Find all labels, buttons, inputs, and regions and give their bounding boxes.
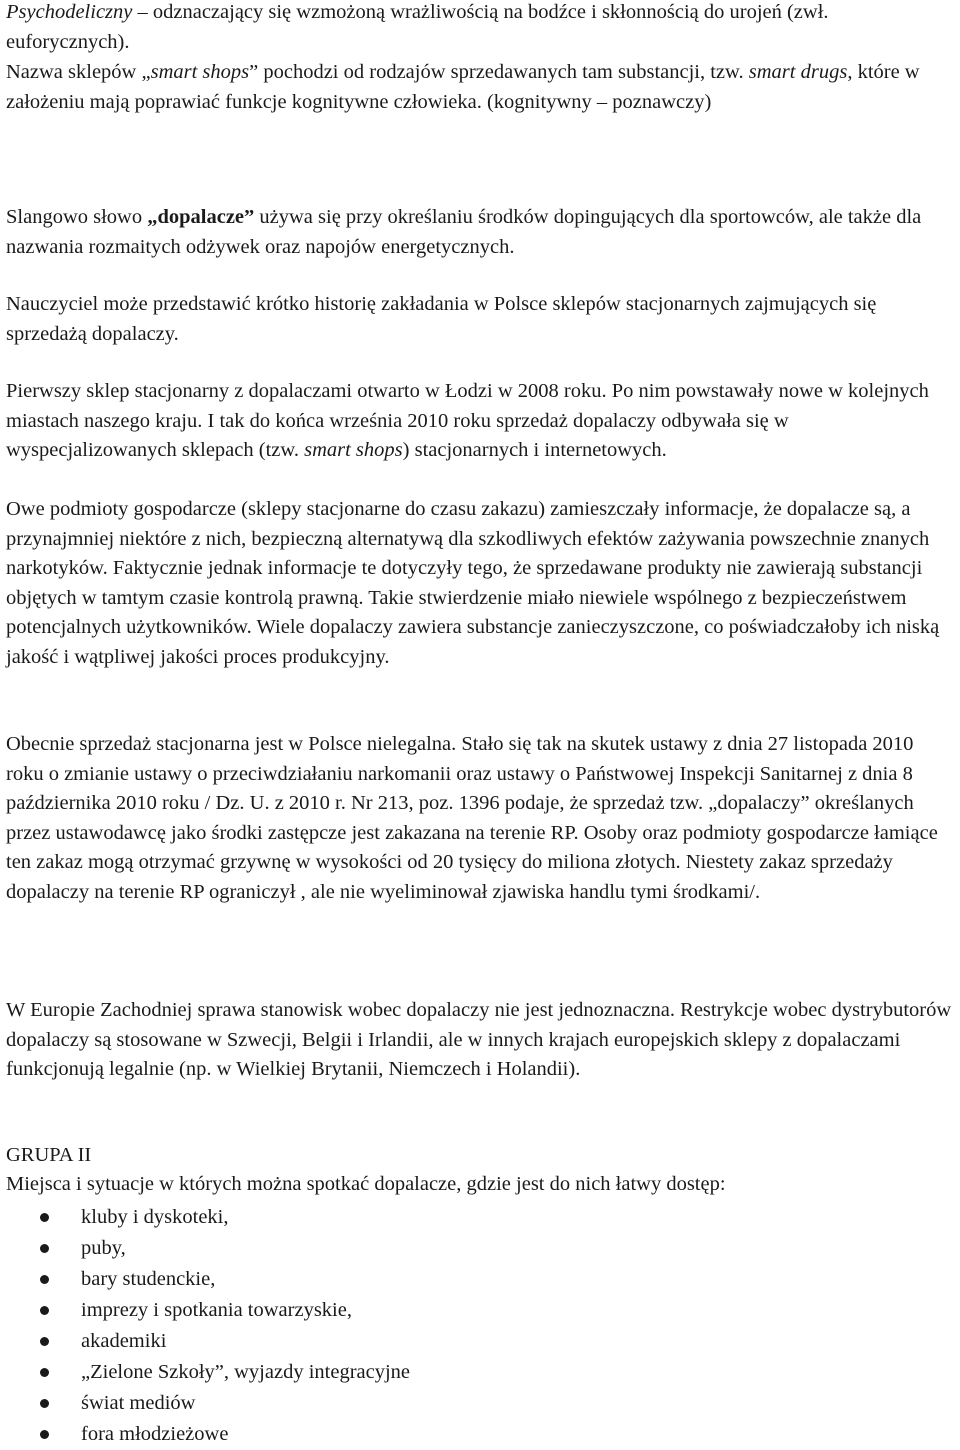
bullet-icon (40, 1430, 49, 1439)
bullet-icon (40, 1213, 49, 1222)
paragraph-dopalacze-slang (6, 203, 952, 262)
paragraph-legal-status: Obecnie sprzedaż stacjonarna jest w Polsce nielegalna. Stało się tak na skutek ustawy z dnia 27 listopada 2010 roku o zmianie ustawy o przeciwdziałaniu narkomanii oraz ustawy o Państwowej Inspekcji Sanitarnej z dnia 8 października 2010 roku / Dz. U. z 2010 r. Nr 213, poz. 1396 podaje, że sprzedaż tzw. „dopalaczy” określanych przez ustawodawcę jako środki zastępcze jest zakazana na terenie RP. Osoby oraz podmioty gospodarcze łamiące ten zakaz mogą otrzymać grzywnę w wysokości od 20 tysięcy do miliona złotych. Niestety zakaz sprzedaży dopalaczy na terenie RP ograniczył , ale nie wyeliminował zjawiska handlu tymi środkami/. (6, 733, 938, 903)
text-fragment: używa się przy określaniu środków dopingujących dla sportowców, ale także dla nazwania rozmaitych odżywek oraz napojów energetycznych. (6, 206, 922, 258)
paragraph-definition (6, 0, 952, 57)
term-psychodeliczny: Psychodeliczny (6, 1, 133, 23)
term-smart-drugs: smart drugs (748, 61, 848, 83)
list-item (0, 1388, 410, 1419)
term-smart-shops: smart shops (150, 61, 250, 83)
list-intro: Miejsca i sytuacje w których można spotkać dopalacze, gdzie jest do nich łatwy dostęp: (6, 1173, 726, 1195)
list-item (0, 1233, 410, 1264)
list-item-text: imprezy i spotkania towarzyskie, (81, 1299, 352, 1321)
places-list (0, 1202, 410, 1450)
list-item (0, 1202, 410, 1233)
text-fragment: Pierwszy sklep stacjonarny z dopalaczami otwarto w Łodzi w 2008 roku. Po nim powstawały nowe w kolejnych miastach naszego kraju. I tak do końca września 2010 roku sprzedaż dopalaczy odbywała się w wyspecjalizowanych sklepach (tzw. (6, 380, 929, 461)
list-item (0, 1295, 410, 1326)
list-item-text: fora młodzieżowe (81, 1423, 229, 1445)
bullet-icon (40, 1399, 49, 1408)
list-item-text: kluby i dyskoteki, (81, 1206, 229, 1228)
term-smart-shops: smart shops (304, 439, 403, 461)
bullet-icon (40, 1337, 49, 1346)
paragraph-safety-claims: Owe podmioty gospodarcze (sklepy stacjonarne do czasu zakazu) zamieszczały informacje, że dopalacze są, a przynajmniej niektóre z nich, bezpieczną alternatywą dla szkodliwych efektów zażywania powszechnie znanych narkotyków. Faktycznie jednak informacje te dotyczyły tego, że sprzedawane produkty nie zawierają substancji objętych w tamtym czasie kontrolą prawną. Takie stwierdzenie miało niewiele wspólnego z bezpieczeństwem potencjalnych użytkowników. Wiele dopalaczy zawiera substancje zanieczyszczone, co poświadczałoby ich niską jakość i wątpliwej jakości proces produkcyjny. (6, 498, 940, 668)
list-item-text: „Zielone Szkoły”, wyjazdy integracyjne (81, 1361, 411, 1383)
paragraph-teacher-note: Nauczyciel może przedstawić krótko historię zakładania w Polsce sklepów stacjonarnych zajmujących się sprzedażą dopalaczy. (6, 293, 877, 345)
bullet-icon (40, 1244, 49, 1253)
list-item-text: akademiki (81, 1330, 167, 1352)
text-fragment: Slangowo słowo (6, 206, 148, 228)
bullet-icon (40, 1306, 49, 1315)
text-fragment: ” pochodzi od rodzajów sprzedawanych tam substancji, tzw. (249, 61, 749, 83)
list-item-text: świat mediów (81, 1392, 196, 1414)
list-item (0, 1419, 410, 1450)
section-heading: GRUPA II (6, 1144, 92, 1166)
list-item-text: bary studenckie, (81, 1268, 216, 1290)
definition-text: – odznaczający się wzmożoną wrażliwością na bodźce i skłonnością do urojeń (zwł. euforycznych). (6, 1, 829, 53)
bullet-icon (40, 1368, 49, 1377)
paragraph-history (6, 377, 952, 466)
list-item (0, 1326, 410, 1357)
text-fragment: ) stacjonarnych i internetowych. (402, 439, 667, 461)
list-item-text: puby, (81, 1237, 126, 1259)
list-item (0, 1357, 410, 1388)
list-item (0, 1264, 410, 1295)
text-fragment: Nazwa sklepów „ (6, 61, 151, 83)
text-fragment: , które w założeniu mają poprawiać funkcje kognitywne człowieka. (kognitywny – poznawczy) (6, 61, 920, 113)
paragraph-smart-shops (6, 58, 952, 117)
term-dopalacze: „dopalacze” (147, 206, 255, 228)
bullet-icon (40, 1275, 49, 1284)
paragraph-western-europe: W Europie Zachodniej sprawa stanowisk wobec dopalaczy nie jest jednoznaczna. Restrykcje wobec dystrybutorów dopalaczy są stosowane w Szwecji, Belgii i Irlandii, ale w innych krajach europejskich sklepy z dopalaczami funkcjonują legalnie (np. w Wielkiej Brytanii, Niemczech i Holandii). (6, 999, 952, 1080)
